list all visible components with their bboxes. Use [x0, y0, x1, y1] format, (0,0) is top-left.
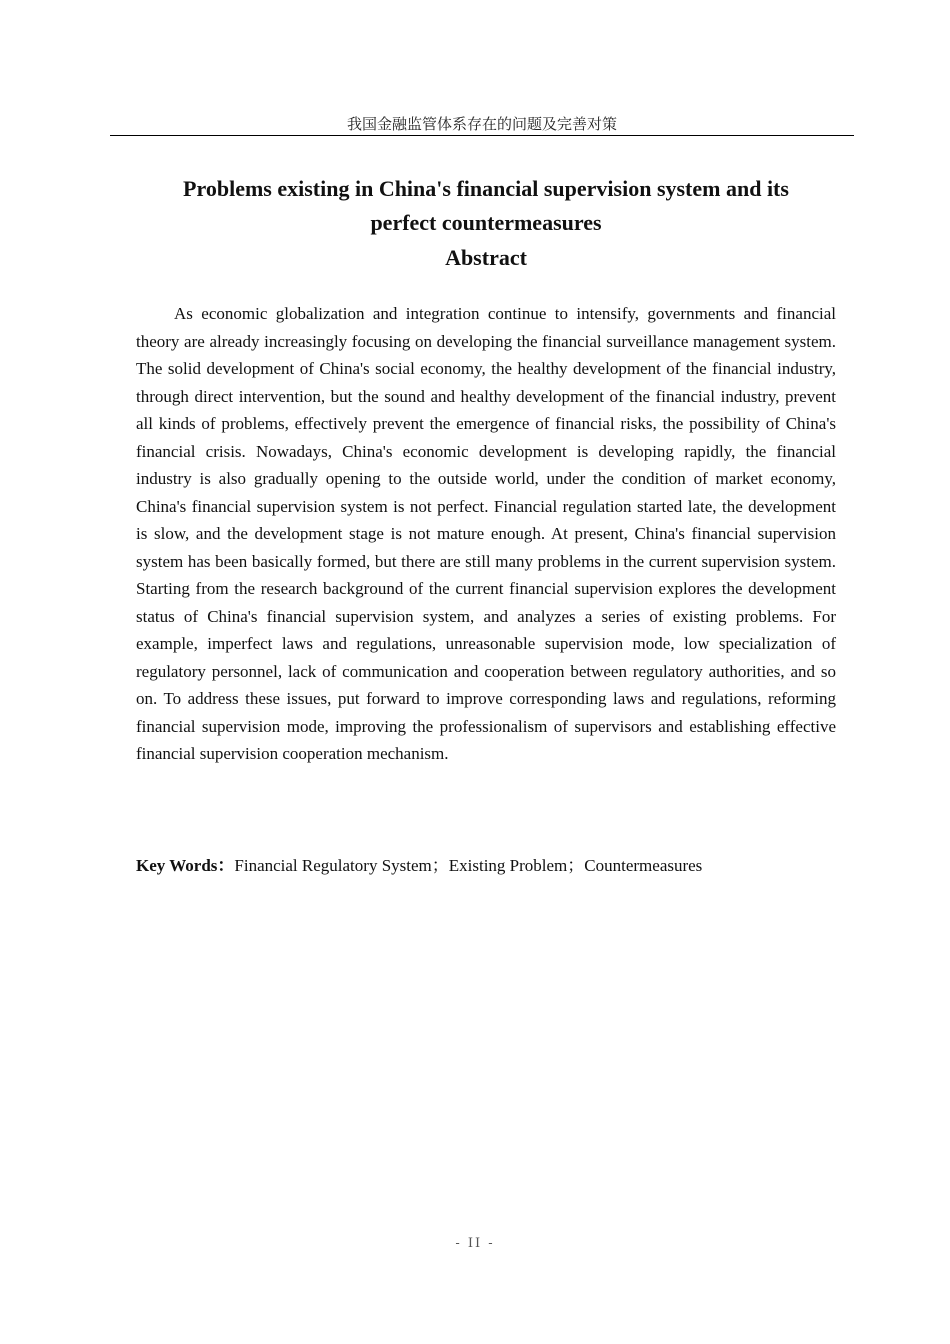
paper-title — [120, 172, 852, 240]
abstract-body: As economic globalization and integration continue to intensify, governments and financial theory are already increasingly focusing on developing the financial surveillance management system. The solid development of China's social economy, the healthy development of the financial industry, through direct intervention, but the sound and healthy development of the financial industry, prevent all kinds of problems, effectively prevent the emergence of financial risks, the possibility of China's financial crisis. Nowadays, China's economic development is developing rapidly, the financial industry is also gradually opening to the outside world, under the condition of market economy, China's financial supervision system is not perfect. Financial regulation started late, the development is slow, and the development stage is not mature enough. At present, China's financial supervision system has been basically formed, but there are still many problems in the current supervision system. Starting from the research background of the current financial supervision explores the development status of China's financial supervision system, and analyzes a series of existing problems. For example, imperfect laws and regulations, unreasonable supervision mode, low specialization of regulatory personnel, lack of communication and cooperation between regulatory authorities, and so on. To address these issues, put forward to improve corresponding laws and regulations, reforming financial supervision mode, improving the professionalism of supervisors and establishing effective financial supervision cooperation mechanism. — [136, 304, 836, 763]
running-header: 我国金融监管体系存在的问题及完善对策 — [346, 115, 617, 133]
paper-title-line-1: Problems existing in China's financial supervision system and its — [183, 176, 789, 201]
paper-title-line-2: perfect countermeasures — [370, 210, 602, 235]
keywords-label: Key Words： — [136, 856, 235, 875]
abstract-heading: Abstract — [445, 245, 527, 270]
header-divider — [110, 135, 854, 136]
page-number: - II - — [455, 1236, 495, 1251]
keywords-line — [136, 852, 836, 879]
keywords-items: Financial Regulatory System；Existing Problem；Countermeasures — [234, 856, 703, 875]
